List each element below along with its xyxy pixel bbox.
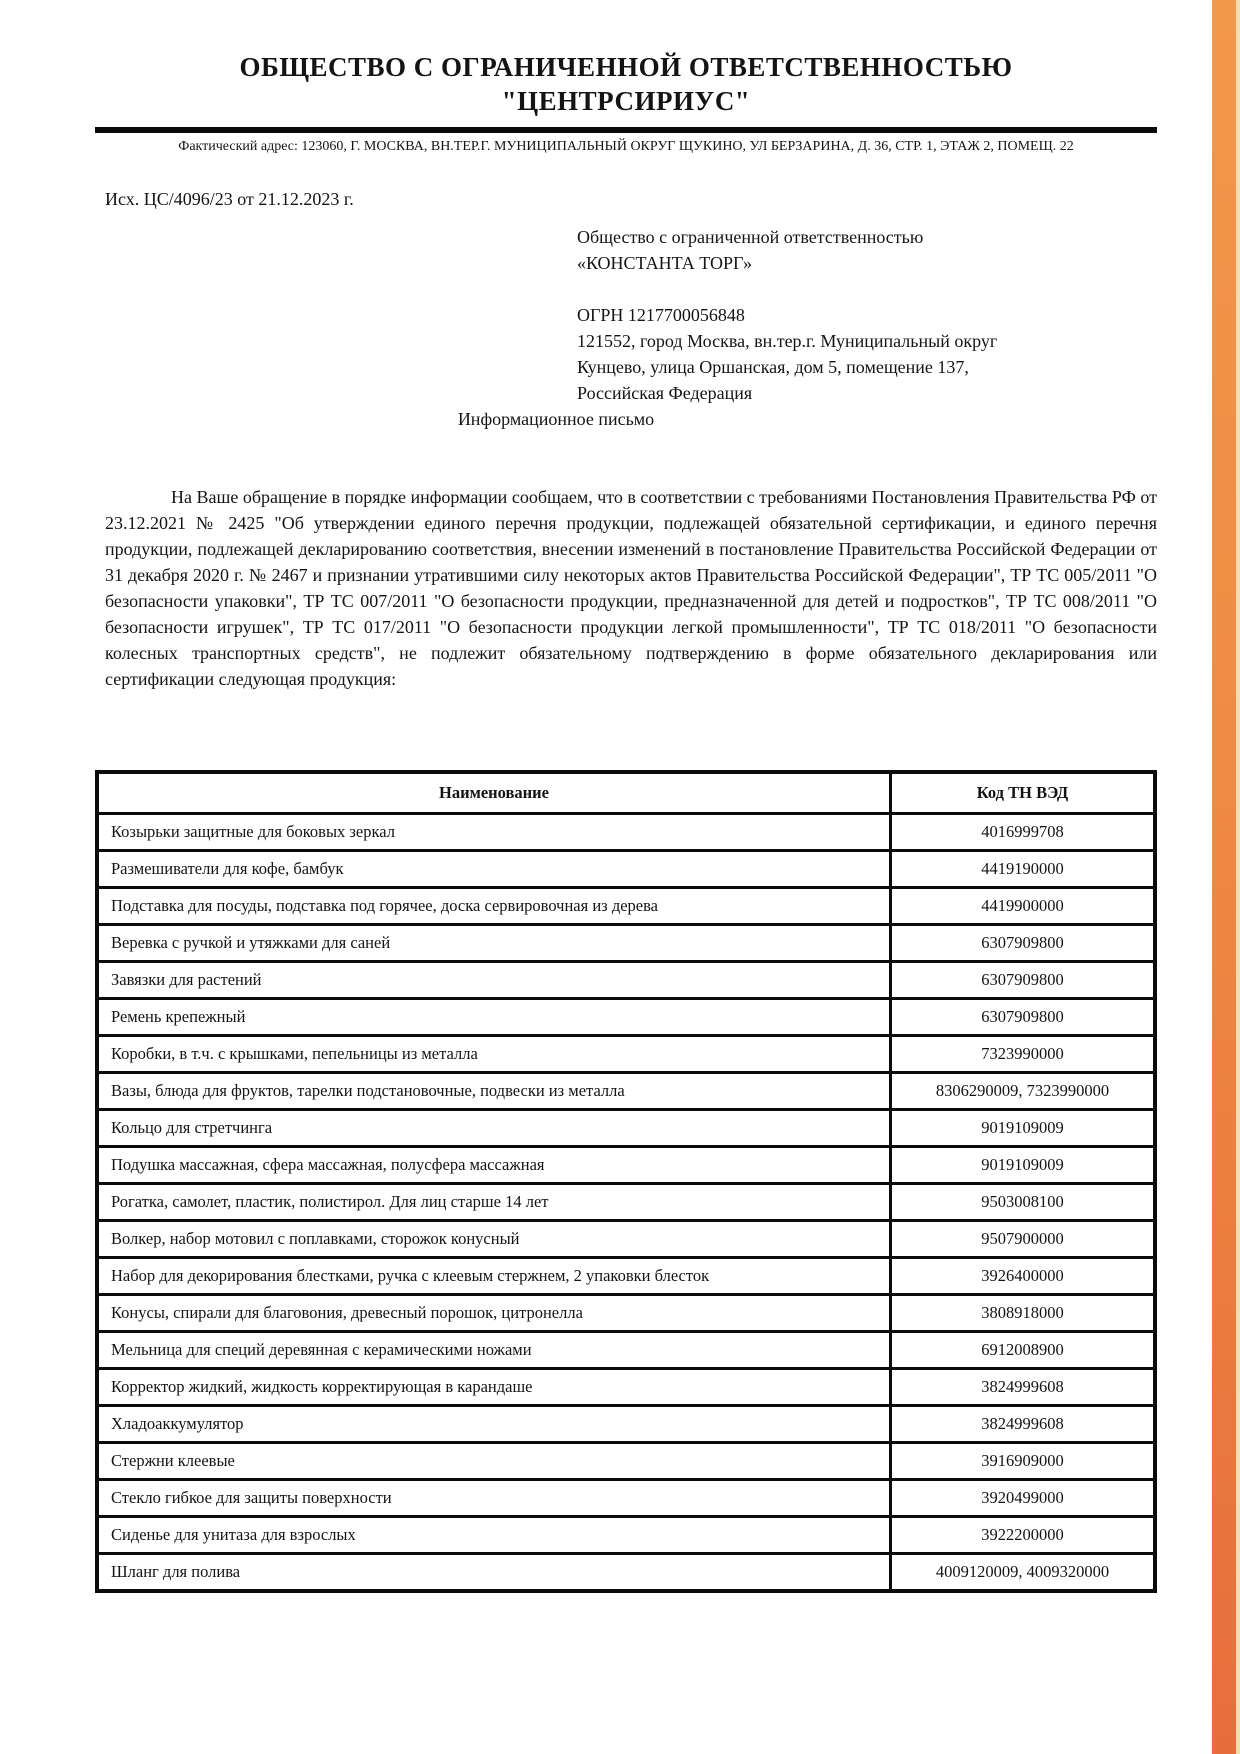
table-row xyxy=(97,1258,1155,1295)
table-header-row xyxy=(97,772,1155,814)
recipient-block xyxy=(577,224,1047,406)
product-name-cell: Набор для декорирования блестками, ручка с клеевым стержнем, 2 упаковки блесток xyxy=(97,1258,891,1295)
product-name-cell: Коробки, в т.ч. с крышками, пепельницы из металла xyxy=(97,1036,891,1073)
product-code-cell: 3926400000 xyxy=(891,1258,1156,1295)
product-name-cell: Завязки для растений xyxy=(97,962,891,999)
product-code-cell: 7323990000 xyxy=(891,1036,1156,1073)
product-name-cell: Волкер, набор мотовил с поплавками, сторожок конусный xyxy=(97,1221,891,1258)
product-code-cell: 9019109009 xyxy=(891,1147,1156,1184)
product-name-cell: Сиденье для унитаза для взрослых xyxy=(97,1517,891,1554)
recipient-org-line1: Общество с ограниченной ответственностью xyxy=(577,227,924,247)
company-title xyxy=(95,50,1157,118)
table-row xyxy=(97,1554,1155,1592)
product-code-cell: 3824999608 xyxy=(891,1406,1156,1443)
product-name-cell: Вазы, блюда для фруктов, тарелки подстановочные, подвески из металла xyxy=(97,1073,891,1110)
product-name-cell: Стекло гибкое для защиты поверхности xyxy=(97,1480,891,1517)
product-code-cell: 6307909800 xyxy=(891,925,1156,962)
table-row xyxy=(97,1221,1155,1258)
table-row xyxy=(97,1110,1155,1147)
outgoing-reference: Исх. ЦС/4096/23 от 21.12.2023 г. xyxy=(105,189,354,209)
title-divider-rule xyxy=(95,127,1157,133)
table-row xyxy=(97,851,1155,888)
product-code-cell: 9019109009 xyxy=(891,1110,1156,1147)
table-row xyxy=(97,1480,1155,1517)
table-row xyxy=(97,888,1155,925)
product-code-cell: 3922200000 xyxy=(891,1517,1156,1554)
stripe-pale-edge xyxy=(1236,0,1240,1754)
column-header-code: Код ТН ВЭД xyxy=(891,772,1156,814)
table-row xyxy=(97,1295,1155,1332)
table-row xyxy=(97,1517,1155,1554)
table-row xyxy=(97,1332,1155,1369)
table-row xyxy=(97,962,1155,999)
company-title-line1: ОБЩЕСТВО С ОГРАНИЧЕННОЙ ОТВЕТСТВЕННОСТЬЮ xyxy=(239,52,1013,82)
recipient-address-line1: 121552, город Москва, вн.тер.г. Муниципальный округ xyxy=(577,331,998,351)
product-table-body xyxy=(97,814,1155,1592)
product-name-cell: Хладоаккумулятор xyxy=(97,1406,891,1443)
recipient-ogrn: ОГРН 1217700056848 xyxy=(577,305,745,325)
table-row xyxy=(97,925,1155,962)
product-name-cell: Корректор жидкий, жидкость корректирующая в карандаше xyxy=(97,1369,891,1406)
product-code-cell: 3808918000 xyxy=(891,1295,1156,1332)
product-code-cell: 8306290009, 7323990000 xyxy=(891,1073,1156,1110)
product-code-cell: 6307909800 xyxy=(891,962,1156,999)
product-table xyxy=(95,770,1157,1593)
table-row xyxy=(97,1443,1155,1480)
product-code-cell: 3916909000 xyxy=(891,1443,1156,1480)
product-name-cell: Размешиватели для кофе, бамбук xyxy=(97,851,891,888)
product-name-cell: Козырьки защитные для боковых зеркал xyxy=(97,814,891,851)
table-row xyxy=(97,1147,1155,1184)
recipient-address-line3: Российская Федерация xyxy=(577,383,753,403)
table-row xyxy=(97,1406,1155,1443)
recipient-spacer xyxy=(577,276,1047,302)
letter-subject: Информационное письмо xyxy=(457,409,655,429)
product-code-cell: 3920499000 xyxy=(891,1480,1156,1517)
recipient-address-line2: Кунцево, улица Оршанская, дом 5, помещение 137, xyxy=(577,357,969,377)
letter-content xyxy=(95,50,1157,1593)
product-name-cell: Рогатка, самолет, пластик, полистирол. Для лиц старше 14 лет xyxy=(97,1184,891,1221)
product-name-cell: Шланг для полива xyxy=(97,1554,891,1592)
product-name-cell: Веревка с ручкой и утяжками для саней xyxy=(97,925,891,962)
recipient-org-line2: «КОНСТАНТА ТОРГ» xyxy=(577,253,752,273)
product-name-cell: Подушка массажная, сфера массажная, полусфера массажная xyxy=(97,1147,891,1184)
letter-body: На Ваше обращение в порядке информации сообщаем, что в соответствии с требованиями Постановления Правительства РФ от 23.12.2021 № 2425 "Об утверждении единого перечня продукции, подлежащей обязательной сертификации, и единого перечня продукции, подлежащей декларированию соответствия, внесении изменений в постановление Правительства Российской Федерации от 31 декабря 2020 г. № 2467 и признании утратившими силу некоторых актов Правительства Российской Федерации", ТР ТС 005/2011 "О безопасности упаковки", ТР ТС 007/2011 "О безопасности продукции, предназначенной для детей и подростков", ТР ТС 008/2011 "О безопасности игрушек", ТР ТС 017/2011 "О безопасности продукции легкой промышленности", ТР ТС 018/2011 "О безопасности колесных транспортных средств", не подлежит обязательному подтверждению в форме обязательного декларирования или сертификации следующая продукция: xyxy=(105,487,1157,689)
product-code-cell: 4419900000 xyxy=(891,888,1156,925)
product-code-cell: 4009120009, 4009320000 xyxy=(891,1554,1156,1592)
product-code-cell: 9503008100 xyxy=(891,1184,1156,1221)
column-header-name: Наименование xyxy=(97,772,891,814)
table-row xyxy=(97,814,1155,851)
table-row xyxy=(97,1036,1155,1073)
product-name-cell: Подставка для посуды, подставка под горячее, доска сервировочная из дерева xyxy=(97,888,891,925)
table-row xyxy=(97,1184,1155,1221)
product-code-cell: 4016999708 xyxy=(891,814,1156,851)
company-address: Фактический адрес: 123060, Г. МОСКВА, ВН.ТЕР.Г. МУНИЦИПАЛЬНЫЙ ОКРУГ ЩУКИНО, УЛ БЕРЗАРИНА, Д. 36, СТР. 1, ЭТАЖ 2, ПОМЕЩ. 22 xyxy=(178,139,1074,154)
product-name-cell: Конусы, спирали для благовония, древесный порошок, цитронелла xyxy=(97,1295,891,1332)
right-accent-stripe xyxy=(1212,0,1240,1754)
table-row xyxy=(97,1073,1155,1110)
product-table-head xyxy=(97,772,1155,814)
company-title-line2: "ЦЕНТРСИРИУС" xyxy=(501,86,751,116)
product-code-cell: 3824999608 xyxy=(891,1369,1156,1406)
table-row xyxy=(97,1369,1155,1406)
product-name-cell: Мельница для специй деревянная с керамическими ножами xyxy=(97,1332,891,1369)
product-code-cell: 6912008900 xyxy=(891,1332,1156,1369)
product-name-cell: Кольцо для стретчинга xyxy=(97,1110,891,1147)
product-name-cell: Стержни клеевые xyxy=(97,1443,891,1480)
product-name-cell: Ремень крепежный xyxy=(97,999,891,1036)
table-row xyxy=(97,999,1155,1036)
product-code-cell: 4419190000 xyxy=(891,851,1156,888)
product-code-cell: 9507900000 xyxy=(891,1221,1156,1258)
product-code-cell: 6307909800 xyxy=(891,999,1156,1036)
